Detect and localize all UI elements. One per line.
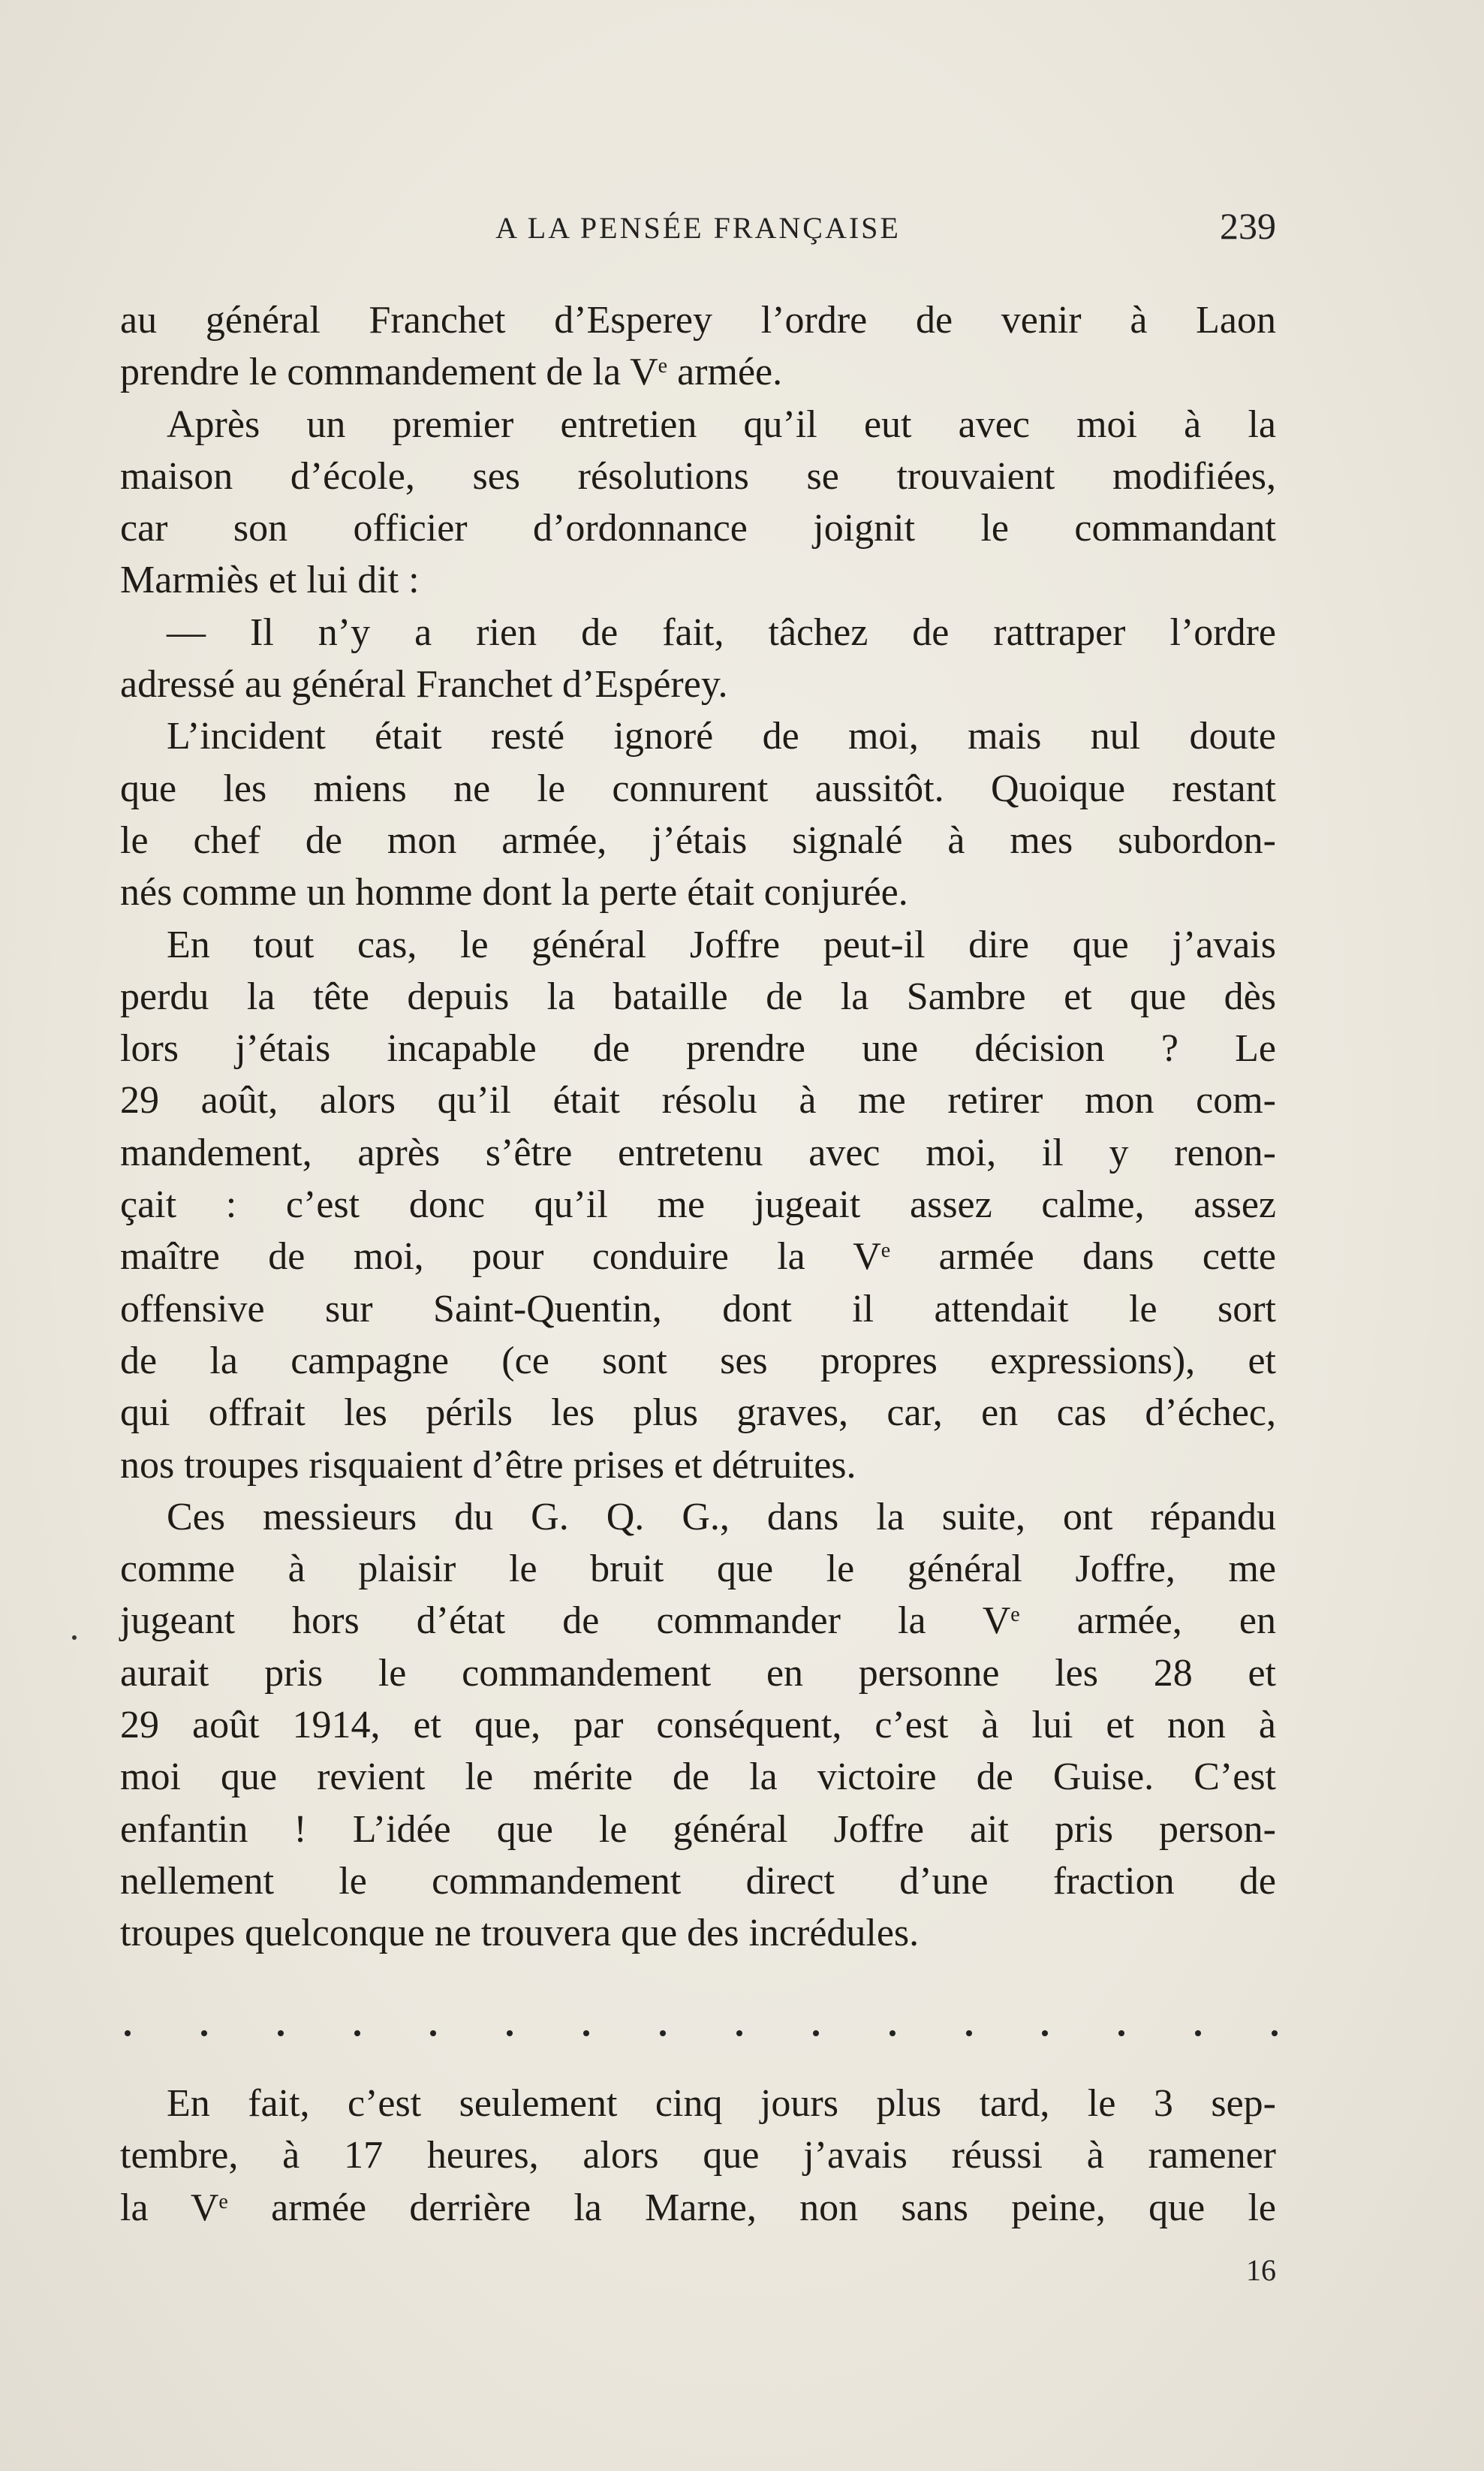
superscript: e: [880, 1239, 891, 1263]
line-text-continued: armée, en: [1019, 1599, 1276, 1643]
ellipsis-dot: [660, 2030, 666, 2036]
text-line: [120, 1855, 1276, 1907]
text-line: [120, 1283, 1276, 1335]
text-line: [120, 607, 1276, 658]
line-text: car son officier d’ordonnance joignit le commandant: [120, 507, 1276, 550]
text-line: [120, 1127, 1276, 1179]
text-line: [120, 1179, 1276, 1231]
line-text: çait : c’est donc qu’il me jugeait assez calme, assez: [120, 1183, 1276, 1227]
ellipsis-dot: [736, 2030, 742, 2036]
paragraph: [120, 294, 1276, 399]
text-line: [120, 1907, 1276, 1959]
text-line: [120, 1439, 1276, 1491]
text-line: [120, 554, 1276, 606]
paragraph: [120, 1491, 1276, 1960]
text-line: [120, 1804, 1276, 1855]
text-line: [120, 919, 1276, 971]
ellipsis-dot: [430, 2030, 436, 2036]
line-text: perdu la tête depuis la bataille de la Sambre et que dès: [120, 975, 1276, 1018]
paragraph: [120, 919, 1276, 1491]
ellipsis-row: [120, 2020, 1276, 2050]
line-text: enfantin ! L’idée que le général Joffre ait pris person-: [120, 1807, 1276, 1851]
ellipsis-dot: [278, 2030, 284, 2036]
line-text: En fait, c’est seulement cinq jours plus tard, le 3 sep-: [167, 2082, 1276, 2125]
final-paragraph-block: [120, 2078, 1276, 2234]
line-text: prendre le commandement de la V: [120, 351, 658, 394]
text-line: [120, 294, 1276, 346]
line-text: troupes quelconque ne trouvera que des incrédules.: [120, 1912, 920, 1955]
signature-mark: 16: [1246, 2253, 1276, 2287]
line-text: tembre, à 17 heures, alors que j’avais réussi à ramener: [120, 2134, 1276, 2177]
line-text: la V: [120, 2186, 219, 2229]
ellipsis-dot: [507, 2030, 513, 2036]
text-line: [120, 1074, 1276, 1126]
line-text: En tout cas, le général Joffre peut-il dire que j’avais: [167, 923, 1276, 966]
ellipsis-dot: [1118, 2030, 1124, 2036]
ellipsis-dot: [125, 2030, 131, 2036]
ellipsis-dot: [1195, 2030, 1201, 2036]
body-text: [120, 294, 1276, 1960]
text-line: [120, 2129, 1276, 2181]
line-text: — Il n’y a rien de fait, tâchez de rattraper l’ordre: [167, 610, 1276, 654]
running-head: [120, 204, 1276, 249]
ellipsis-dot: [1042, 2030, 1048, 2036]
text-line: [120, 815, 1276, 866]
line-text: Après un premier entretien qu’il eut avec moi à la: [167, 402, 1276, 446]
line-text: qui offrait les périls les plus graves, car, en cas d’échec,: [120, 1391, 1276, 1435]
line-text: 29 août 1914, et que, par conséquent, c’est à lui et non à: [120, 1704, 1276, 1747]
ellipsis-dot: [583, 2030, 589, 2036]
line-text: aurait pris le commandement en personne les 28 et: [120, 1651, 1276, 1695]
line-text: jugeant hors d’état de commander la V: [120, 1599, 1011, 1643]
line-text: de la campagne (ce sont ses propres expressions), et: [120, 1339, 1276, 1382]
line-text: 29 août, alors qu’il était résolu à me retirer mon com-: [120, 1079, 1276, 1122]
ellipsis-dot: [1272, 2030, 1278, 2036]
line-text: moi que revient le mérite de la victoire de Guise. C’est: [120, 1755, 1276, 1799]
line-text: nos troupes risquaient d’être prises et détruites.: [120, 1443, 856, 1487]
line-text: Marmiès et lui dit :: [120, 559, 420, 602]
text-line: [120, 1023, 1276, 1074]
line-text: adressé au général Franchet d’Espérey.: [120, 663, 728, 707]
line-text: nés comme un homme dont la perte était conjurée.: [120, 871, 908, 915]
line-text: le chef de mon armée, j’étais signalé à mes subordon-: [120, 818, 1276, 862]
text-line: [120, 2078, 1276, 2129]
text-line: [120, 1595, 1276, 1647]
text-line: [120, 971, 1276, 1023]
line-text: nellement le commandement direct d’une fraction de: [120, 1859, 1276, 1903]
ellipsis-dot: [354, 2030, 360, 2036]
text-line: [120, 1543, 1276, 1595]
text-line: [120, 399, 1276, 451]
line-text: que les miens ne le connurent aussitôt. Quoique restant: [120, 767, 1276, 810]
text-line: [120, 1387, 1276, 1439]
text-line: [120, 346, 1276, 398]
line-text: lors j’étais incapable de prendre une décision ? Le: [120, 1027, 1276, 1071]
margin-mark: [72, 1635, 77, 1640]
superscript: e: [658, 354, 668, 378]
paragraph: [120, 607, 1276, 711]
line-text-continued: armée.: [667, 351, 783, 394]
line-text-continued: armée dans cette: [890, 1235, 1276, 1279]
line-text: au général Franchet d’Esperey l’ordre de venir à Laon: [120, 299, 1276, 342]
line-text: L’incident était resté ignoré de moi, mais nul doute: [167, 715, 1276, 758]
line-text: maître de moi, pour conduire la V: [120, 1235, 881, 1279]
line-text: Ces messieurs du G. Q. G., dans la suite, ont répandu: [167, 1495, 1276, 1538]
text-line: [120, 866, 1276, 918]
line-text: comme à plaisir le bruit que le général Joffre, me: [120, 1547, 1276, 1591]
paragraph: [120, 710, 1276, 918]
text-line: [120, 502, 1276, 554]
text-line: [120, 658, 1276, 710]
text-line: [120, 1231, 1276, 1282]
ellipsis-dot: [201, 2030, 207, 2036]
line-text: maison d’école, ses résolutions se trouvaient modifiées,: [120, 454, 1276, 498]
ellipsis-dot: [966, 2030, 972, 2036]
line-text: mandement, après s’être entretenu avec moi, il y renon-: [120, 1131, 1276, 1174]
ellipsis-dot: [813, 2030, 819, 2036]
text-line: [120, 1647, 1276, 1699]
text-line: [120, 1335, 1276, 1387]
text-line: [120, 1491, 1276, 1543]
text-line: [120, 710, 1276, 762]
superscript: e: [1010, 1603, 1020, 1627]
text-line: [120, 1751, 1276, 1803]
text-line: [120, 2182, 1276, 2234]
page-number: 239: [1220, 205, 1276, 247]
text-line: [120, 451, 1276, 502]
ellipsis-dot: [889, 2030, 896, 2036]
text-line: [120, 763, 1276, 815]
superscript: e: [218, 2189, 228, 2213]
line-text-continued: armée derrière la Marne, non sans peine, que le: [227, 2186, 1276, 2229]
text-line: [120, 1699, 1276, 1751]
line-text: offensive sur Saint-Quentin, dont il attendait le sort: [120, 1287, 1276, 1330]
running-title: A LA PENSÉE FRANÇAISE: [495, 211, 901, 245]
paragraph: [120, 399, 1276, 607]
